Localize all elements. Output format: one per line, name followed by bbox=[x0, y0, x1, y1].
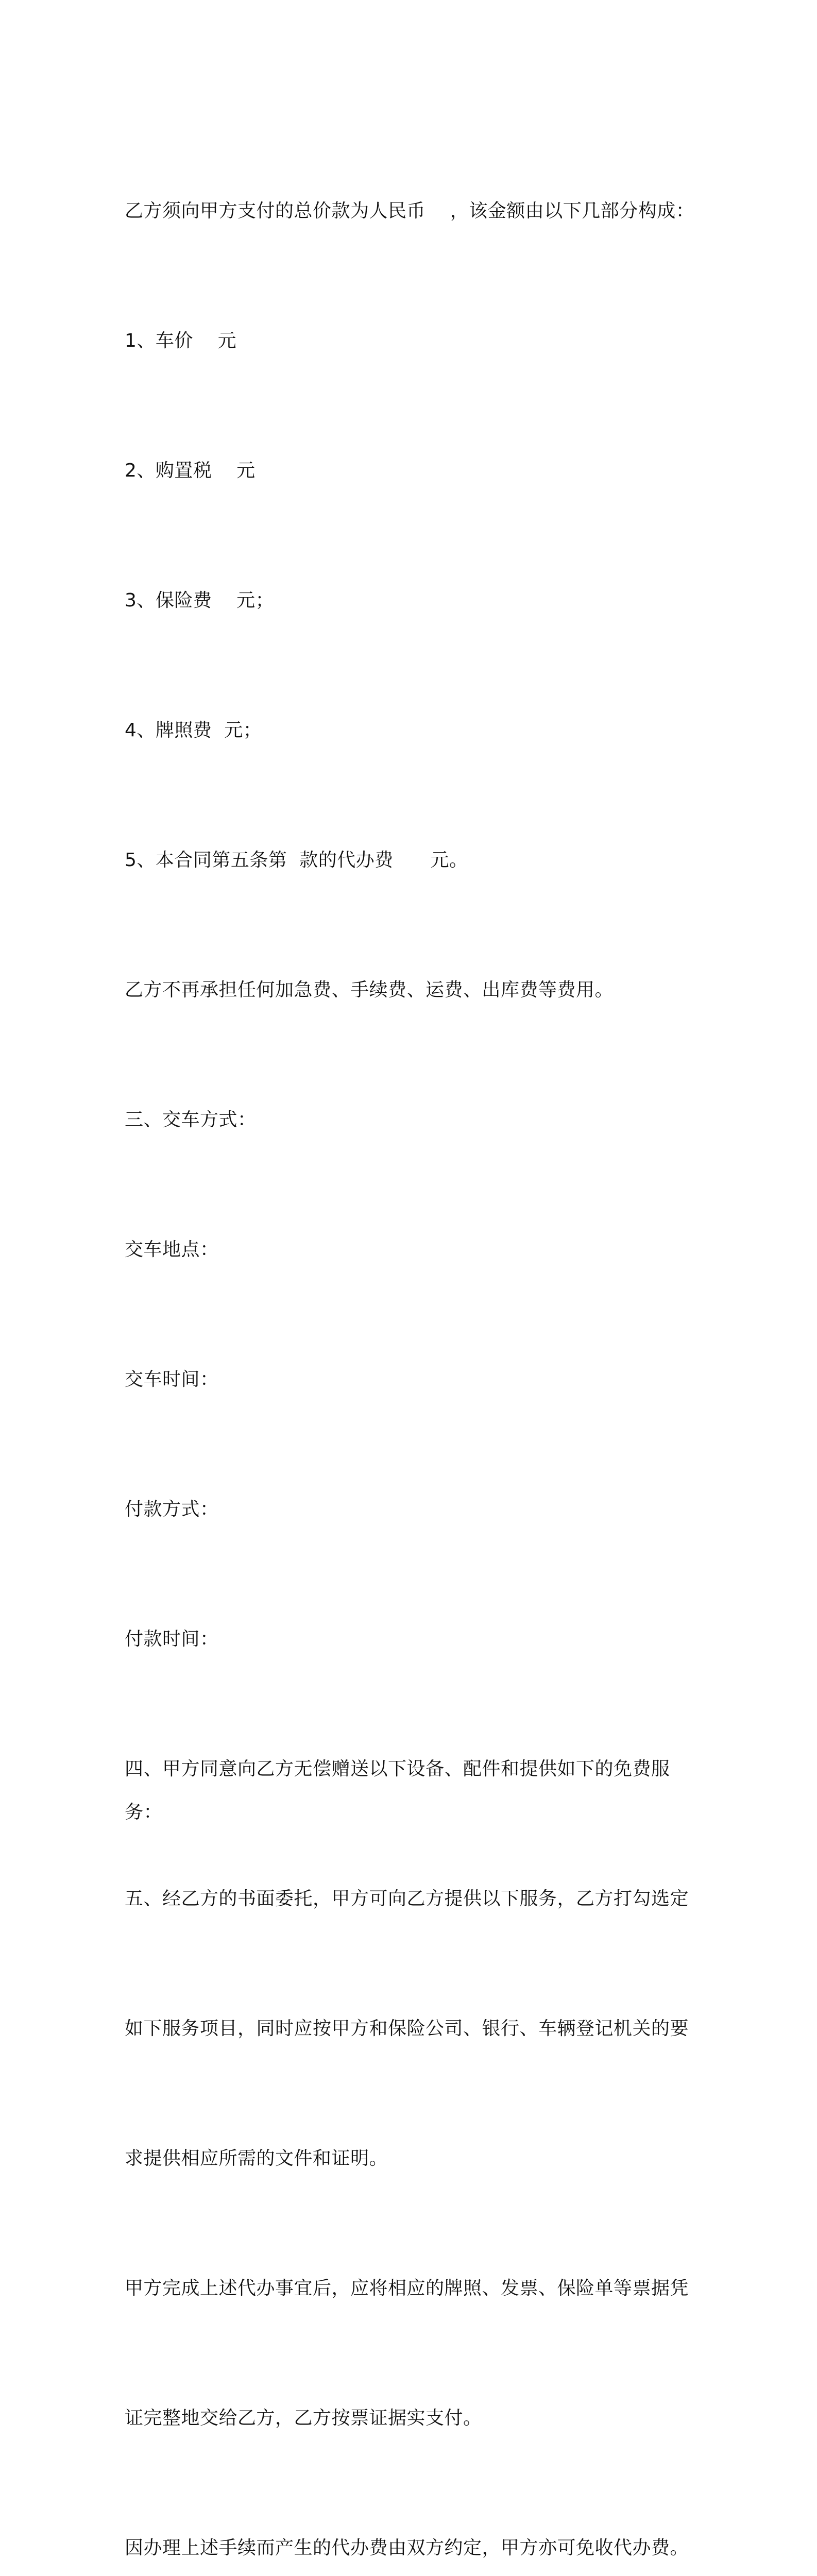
payment-time-line: 付款时间： bbox=[125, 1629, 219, 1650]
section-three-heading: 三、交车方式： bbox=[125, 1109, 257, 1130]
delivery-time-line: 交车时间： bbox=[125, 1369, 219, 1390]
agency-fee-line: 5、本合同第五条第 款的代办费 元。 bbox=[125, 850, 468, 871]
no-extra-fees-line: 乙方不再承担任何加急费、手续费、运费、出库费等费用。 bbox=[125, 979, 614, 1001]
payment-method-line: 付款方式： bbox=[125, 1499, 219, 1520]
section-five-paragraph-line-1: 五、经乙方的书面委托，甲方可向乙方提供以下服务，乙方打勾选定 bbox=[125, 1888, 689, 1909]
delivery-location-line: 交车地点： bbox=[125, 1239, 219, 1260]
document-body bbox=[125, 103, 702, 2576]
purchase-tax-line: 2、购置税 元 bbox=[125, 460, 256, 481]
section-five-paragraph-line-2: 如下服务项目，同时应按甲方和保险公司、银行、车辆登记机关的要 bbox=[125, 2018, 689, 2039]
agency-fee-agreement-line: 因办理上述手续而产生的代办费由双方约定，甲方亦可免收代办费。 bbox=[125, 2537, 689, 2558]
completion-paragraph-line-1: 甲方完成上述代办事宜后，应将相应的牌照、发票、保险单等票据凭 bbox=[125, 2278, 689, 2299]
total-price-line: 乙方须向甲方支付的总价款为人民币 ，该金额由以下几部分构成： bbox=[125, 200, 695, 222]
section-five-paragraph-line-3: 求提供相应所需的文件和证明。 bbox=[125, 2148, 388, 2169]
car-price-line: 1、车价 元 bbox=[125, 330, 237, 351]
insurance-fee-line: 3、保险费 元； bbox=[125, 590, 275, 611]
completion-paragraph-line-2: 证完整地交给乙方，乙方按票证据实支付。 bbox=[125, 2408, 482, 2429]
license-plate-fee-line: 4、牌照费 元； bbox=[125, 720, 262, 741]
section-four-heading: 四、甲方同意向乙方无偿赠送以下设备、配件和提供如下的免费服务： bbox=[125, 1758, 670, 1823]
